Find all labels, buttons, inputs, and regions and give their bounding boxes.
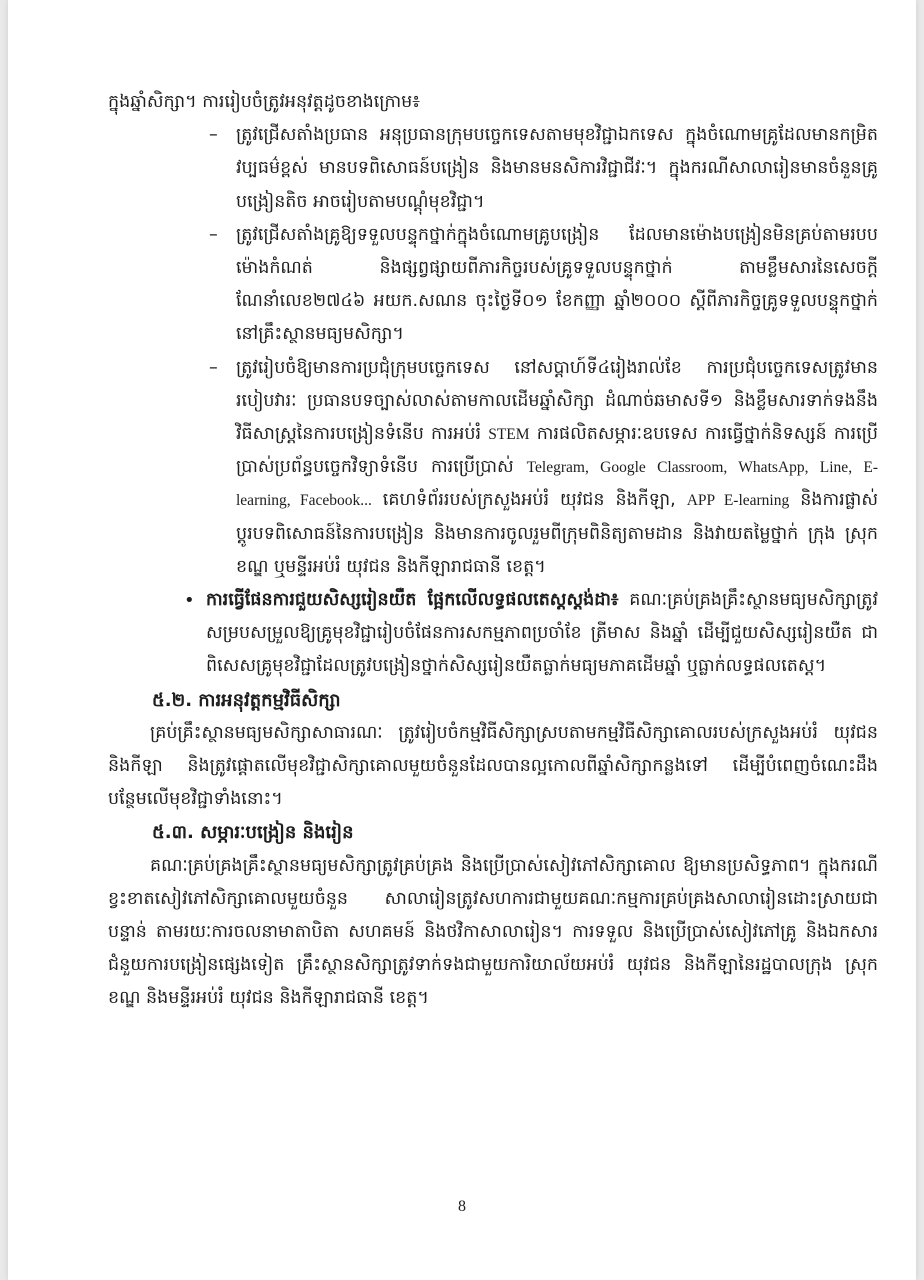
dash-item-text-part: ត្រូវរៀបចំឱ្យមានការប្រជុំក្រុមបច្ចេកទេស នៅសប្តាហ៍ទី៤រៀងរាល់ខែ ការប្រជុំបច្ចេកទេសត្រូវមានរបៀបវារៈ ប្រធានបទច្បាស់លាស់តាមកាលដើមឆ្នាំសិក្សា ដំណាច់ឆមាសទី១ និងខ្លឹមសារទាក់ទងនឹងវិធីសាស្ត្រនៃការបង្រៀនទំនើប ការអប់រំ	[236, 357, 878, 445]
dash-marker: –	[209, 357, 218, 378]
bullet-list-item	[108, 584, 878, 684]
dash-list-item-2	[108, 219, 878, 352]
dash-item-text: ត្រូវជ្រើសតាំងគ្រូឱ្យទទួលបន្ទុកថ្នាក់ក្នុងចំណោមគ្រូបង្រៀន ដែលមានម៉ោងបង្រៀនមិនគ្រប់តាមរបបម៉ោងកំណត់ និងផ្សព្វផ្សាយពីភារកិច្ចរបស់គ្រូទទួលបន្ទុកថ្នាក់ តាមខ្លឹមសារនៃសេចក្តីណែនាំលេខ២៧៤៦ អយក.សណន ចុះថ្ងៃទី០១ ខែកញ្ញា ឆ្នាំ២០០០ ស្តីពីភារកិច្ចគ្រូទទួលបន្ទុកថ្នាក់នៅគ្រឹះស្ថានមធ្យមសិក្សា។	[236, 224, 878, 345]
bullet-text: គណៈគ្រប់គ្រងគ្រឹះស្ថានមធ្យមសិក្សាត្រូវសម្របសម្រួលឱ្យគ្រូមុខវិជ្ជារៀបចំផែនការសកម្មភាពប្រចាំខែ ត្រីមាស និងឆ្នាំ ដើម្បីជួយសិស្សរៀនយឺត ជាពិសេសគ្រូមុខវិជ្ជាដែលត្រូវបង្រៀនថ្នាក់សិស្សរៀនយឺតធ្លាក់មធ្យមភាគដើមឆ្នាំ ឬធ្លាក់លទ្ធផលតេស្ត។	[206, 590, 878, 677]
section-paragraph-5-3: គណៈគ្រប់គ្រងគ្រឹះស្ថានមធ្យមសិក្សាត្រូវគ្រប់គ្រង និងប្រើប្រាស់សៀវភៅសិក្សាគោល ឱ្យមានប្រសិទ្ធភាព។ ក្នុងករណីខ្វះខាតសៀវភៅសិក្សាគោលមួយចំនួន សាលារៀនត្រូវសហការជាមួយគណៈកម្មការគ្រប់គ្រងសាលារៀនដោះស្រាយជាបន្ទាន់ តាមរយៈការចលនាមាតាបិតា សហគមន៍ និងថវិកាសាលារៀន។ ការទទួល និងប្រើប្រាស់សៀវភៅគ្រូ និងឯកសារជំនួយការបង្រៀនផ្សេងទៀត គ្រឹះស្ថានសិក្សាត្រូវទាក់ទងជាមួយការិយាល័យអប់រំ យុវជន និងកីឡានៃរដ្ឋបាលក្រុង ស្រុក ខណ្ឌ និងមន្ទីរអប់រំ យុវជន និងកីឡារាជធានី ខេត្ត។	[108, 855, 878, 1009]
dash-item-text-part: និងការផ្លាស់ប្តូរបទពិសោធន៍នៃការបង្រៀន និងមានការចូលរួមពីក្រុមពិនិត្យតាមដាន និងវាយតម្លៃថ្នាក់ ក្រុង ស្រុក ខណ្ឌ ឬមន្ទីរអប់រំ យុវជន និងកីឡារាជធានី ខេត្ត។	[236, 490, 878, 577]
document-page	[8, 0, 916, 1280]
page-number: 8	[458, 1198, 466, 1215]
bullet-marker: •	[184, 590, 195, 612]
dash-list-item-1	[108, 119, 878, 219]
dash-item-text: ត្រូវជ្រើសតាំងប្រធាន អនុប្រធានក្រុមបច្ចេកទេសតាមមុខវិជ្ជាឯកទេស ក្នុងចំណោមគ្រូដែលមានកម្រិតវប្បធម៌ខ្ពស់ មានបទពិសោធន៍បង្រៀន និងមានមនសិការវិជ្ជាជីវៈ។ ក្នុងករណីសាលារៀនមានចំនួនគ្រូបង្រៀនតិច អាចរៀបតាមបណ្តុំមុខវិជ្ជា។	[236, 125, 878, 212]
dash-list-item-3	[108, 352, 878, 584]
page-content	[108, 86, 878, 1016]
dash-marker: –	[209, 125, 218, 146]
intro-line: ក្នុងឆ្នាំសិក្សា។ ការរៀបចំត្រូវអនុវត្តដូចខាងក្រោម៖	[108, 92, 420, 112]
app-term: APP E-learning	[686, 492, 790, 510]
dash-item-text-part: គេហទំព័ររបស់ក្រសួងអប់រំ យុវជន និងកីឡា,	[371, 490, 687, 511]
section-heading-5-3: ៥.៣. សម្ភារៈបង្រៀន និងរៀន	[152, 822, 354, 844]
dash-item-text-part: ការផលិតសម្ភារៈឧបទេស ការធ្វើថ្នាក់និទស្សន៍ ការប្រើប្រាស់ប្រព័ន្ធបច្ចេកវិទ្យាទំនើប ការប្រើប្រាស់	[236, 424, 878, 478]
section-paragraph-5-2: គ្រប់គ្រឹះស្ថានមធ្យមសិក្សាសាធារណៈ ត្រូវរៀបចំកម្មវិធីសិក្សាស្របតាមកម្មវិធីសិក្សាគោលរបស់ក្រសួងអប់រំ យុវជន និងកីឡា និងត្រូវផ្តោតលើមុខវិជ្ជាសិក្សាគោលមួយចំនួនដែលបានល្អកោលពីឆ្នាំសិក្សាកន្លងទៅ ដើម្បីបំពេញចំណេះដឹងបន្ថែមលើមុខវិជ្ជាទាំងនោះ។	[108, 722, 878, 810]
section-heading-5-2: ៥.២. ការអនុវត្តកម្មវិធីសិក្សា	[152, 689, 341, 711]
bullet-lead: ការធ្វើផែនការជួយសិស្សរៀនយឺត ផ្អែកលើលទ្ធផលតេស្តស្តង់ដា៖	[206, 590, 619, 611]
dash-marker: –	[209, 224, 218, 245]
stem-term: STEM	[488, 426, 530, 444]
platform-list: Telegram, Google Classroom, WhatsApp, Line, E-learning, Facebook...	[236, 459, 879, 510]
